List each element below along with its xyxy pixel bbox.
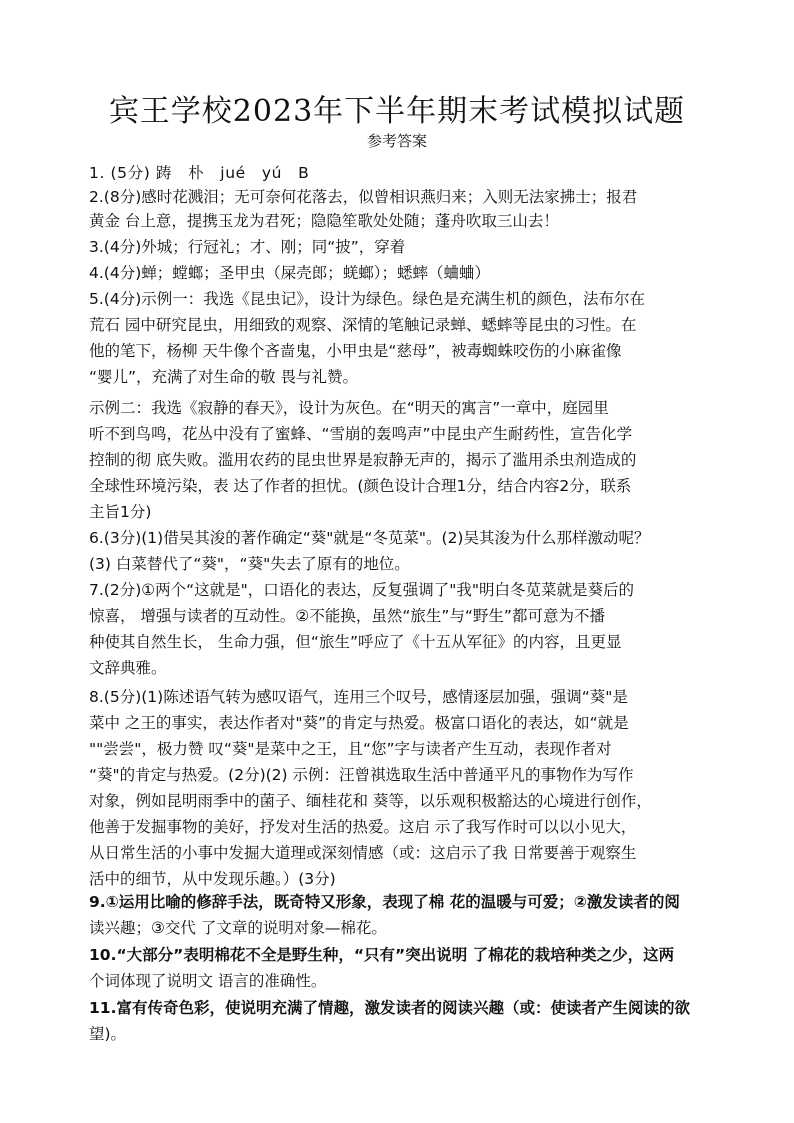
answer-line: 他善于发掘事物的美好，抒发对生活的热爱。这启 示了我写作时可以以小见大， xyxy=(89,818,637,836)
answer-line: 个词体现了说明文 语言的准确性。 xyxy=(89,972,327,990)
answer-line: 从日常生活的小事中发掘大道理或深刻情感（或：这启示了我 日常要善于观察生 xyxy=(89,844,637,862)
answer-line: 文辞典雅。 xyxy=(89,659,167,677)
answer-line: 对象，例如昆明雨季中的菌子、缅桂花和 葵等，以乐观积极豁达的心境进行创作， xyxy=(89,792,652,810)
answer-line: 全球性环境污染，表 达了作者的担忧。(颜色设计合理1分，结合内容2分，联系 xyxy=(89,477,632,495)
answer-line: 种使其自然生长， 生命力强，但“旅生”呼应了《十五从军征》的内容，且更显 xyxy=(89,633,622,651)
answer-line: “婴儿”，充满了对生命的敬 畏与礼赞。 xyxy=(89,368,358,386)
answer-line: 3.(4分)外城；行冠礼；才、刚；同“披”，穿着 xyxy=(89,238,406,256)
answer-line: 2.(8分)感时花溅泪；无可奈何花落去，似曾相识燕归来；入则无法家拂士；报君 xyxy=(89,188,638,206)
answer-line: “葵"的肯定与热爱。(2分)(2) 示例：汪曾祺选取生活中普通平凡的事物作为写作 xyxy=(89,766,634,784)
answer-line: 控制的彻 底失败。滥用农药的昆虫世界是寂静无声的，揭示了滥用杀虫剂造成的 xyxy=(89,451,637,469)
answer-line: 4.(4分)蝉；螳螂；圣甲虫（屎壳郎；蜣螂）；蟋蟀（蛐蛐） xyxy=(89,264,490,282)
answer-line: 菜中 之王的事实，表达作者对"葵”的肯定与热爱。极富口语化的表达，如“就是 xyxy=(89,714,629,732)
answer-line: 听不到鸟鸣，花丛中没有了蜜蜂、“雪崩的轰鸣声”中昆虫产生耐药性，宣告化学 xyxy=(89,425,633,443)
answer-line: 黄金 台上意，提携玉龙为君死；隐隐笙歌处处随；蓬舟吹取三山去！ xyxy=(89,212,559,230)
page-title: 宾王学校2023年下半年期末考试模拟试题 xyxy=(108,94,686,129)
page-subtitle: 参考答案 xyxy=(366,132,427,150)
answer-line: 读兴趣；③交代 了文章的说明对象—棉花。 xyxy=(89,919,387,937)
answer-line: 11.富有传奇色彩，使说明充满了情趣，激发读者的阅读兴趣（或：使读者产生阅读的欲 xyxy=(89,999,690,1017)
answer-line: 惊喜， 增强与读者的互动性。②不能换，虽然“旅生”与“野生”都可意为不播 xyxy=(89,607,605,625)
answer-line: 1. (5分) 踌 朴 jué yú B xyxy=(89,164,310,182)
answer-line: (3) 白菜替代了“葵"，“葵"失去了原有的地位。 xyxy=(89,555,410,573)
answer-line: 9.①运用比喻的修辞手法，既奇特又形象，表现了棉 花的温暖与可爱；②激发读者的阅 xyxy=(89,893,680,911)
answer-line: 7.(2分)①两个“这就是"，口语化的表达，反复强调了"我"明白冬苋菜就是葵后的 xyxy=(89,581,635,599)
answer-line: 主旨1分) xyxy=(89,503,152,521)
answer-line: ""尝尝"，极力赞 叹“葵"是菜中之王，且“您”字与读者产生互动，表现作者对 xyxy=(89,740,612,758)
answer-line: 他的笔下，杨柳 天牛像个吝啬鬼，小甲虫是“慈母”，被毒蜘蛛咬伤的小麻雀像 xyxy=(89,342,622,360)
answer-line: 望)。 xyxy=(89,1025,127,1043)
answer-line: 活中的细节，从中发现乐趣。）(3分) xyxy=(89,870,336,888)
answer-line: 8.(5分)(1)陈述语气转为感叹语气，连用三个叹号，感情逐层加强，强调“葵"是 xyxy=(89,688,628,706)
answer-line: 示例二：我选《寂静的春天》，设计为灰色。在“明天的寓言”一章中，庭园里 xyxy=(89,399,609,417)
answer-line: 10.“大部分”表明棉花不全是野生种，“只有”突出说明 了棉花的栽培种类之少，这两 xyxy=(89,946,675,964)
answer-line: 荒石 园中研究昆虫，用细致的观察、深情的笔触记录蝉、蟋蟀等昆虫的习性。在 xyxy=(89,316,637,334)
answer-line: 6.(3分)(1)借吴其浚的著作确定“葵"就是“冬苋菜"。(2)吴其浚为什么那样激动呢？ xyxy=(89,529,650,547)
answer-line: 5.(4分)示例一：我选《昆虫记》，设计为绿色。绿色是充满生机的颜色，法布尔在 xyxy=(89,290,645,308)
